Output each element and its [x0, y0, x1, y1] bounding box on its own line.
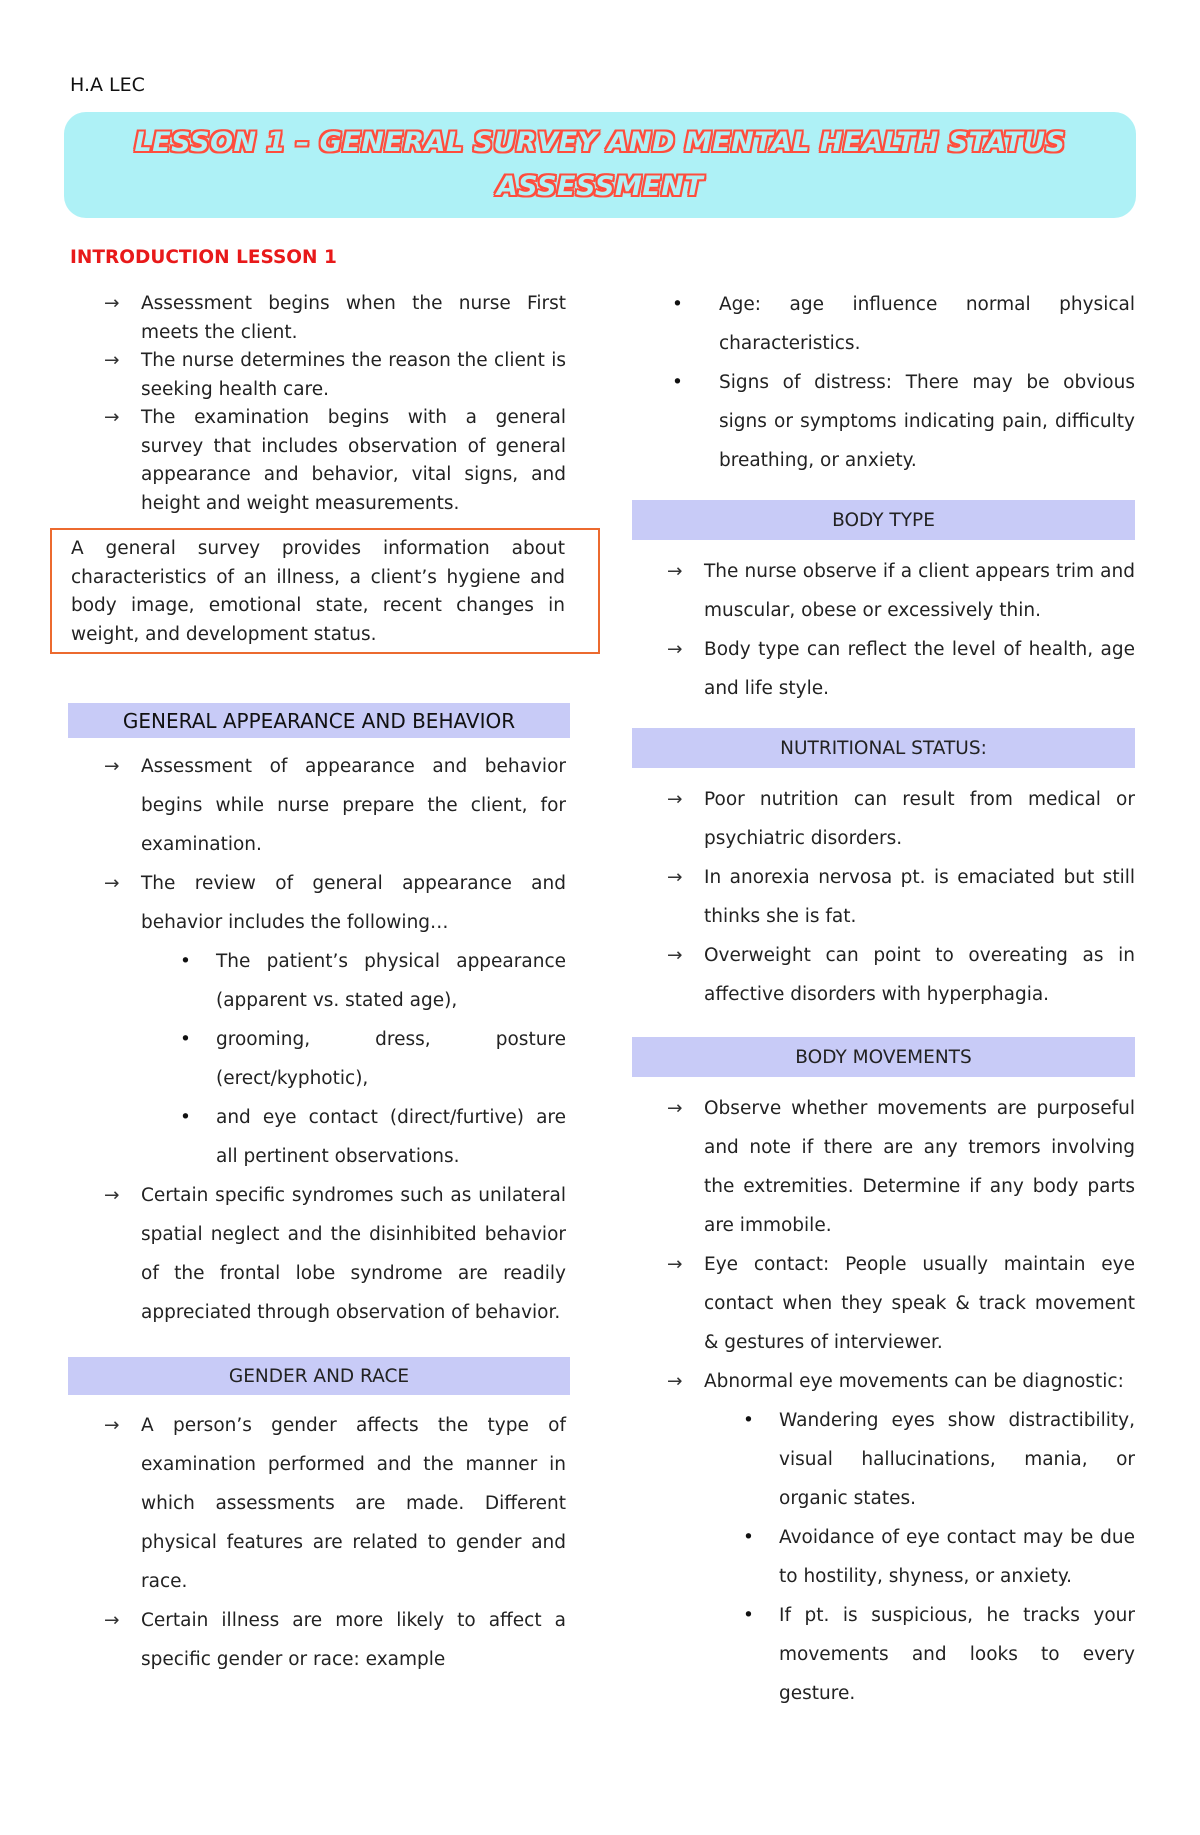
- sub-list-item: [70, 1098, 566, 1176]
- list-item-text: Wandering eyes show distractibility, visual hallucinations, mania, or organic states.: [779, 1410, 1135, 1509]
- section-heading-body-movements: BODY MOVEMENTS: [632, 1037, 1135, 1077]
- bullet-icon: •: [743, 1527, 754, 1548]
- arrow-icon: →: [104, 1610, 120, 1631]
- bullet-icon: •: [180, 1029, 191, 1050]
- lesson-title-line2: ASSESSMENT: [496, 171, 704, 202]
- list-item: [633, 1089, 1135, 1245]
- list-item-text: A person’s gender affects the type of examination performed and the manner in which assessments are made. Different physical features are related to gender and race.: [141, 1415, 566, 1592]
- arrow-icon: →: [104, 350, 120, 371]
- arrow-icon: →: [667, 639, 683, 660]
- sub-list-item: [70, 942, 566, 1020]
- list-item-text: Age: age influence normal physical characteristics.: [719, 294, 1135, 354]
- header-tag: H.A LEC: [70, 74, 145, 96]
- list-item: [633, 285, 1135, 363]
- section-heading-nutritional-status: NUTRITIONAL STATUS:: [632, 728, 1135, 768]
- arrow-icon: →: [667, 1254, 683, 1275]
- list-item-text: The nurse determines the reason the client is seeking health care.: [141, 350, 566, 400]
- list-item: [70, 404, 566, 518]
- sub-list-item: [70, 1020, 566, 1098]
- list-item: [633, 630, 1135, 708]
- section-heading-body-type: BODY TYPE: [632, 500, 1135, 540]
- list-item: [633, 1245, 1135, 1362]
- body-type-list: [633, 552, 1135, 708]
- nutrition-list: [633, 780, 1135, 1014]
- list-item-text: Certain illness are more likely to affect a specific gender or race: example: [141, 1610, 566, 1670]
- list-item-text: Poor nutrition can result from medical or psychiatric disorders.: [704, 789, 1135, 849]
- list-item-text: Body type can reflect the level of health, age and life style.: [704, 639, 1135, 699]
- sub-list-item: [633, 1596, 1135, 1713]
- arrow-icon: →: [104, 293, 120, 314]
- list-item-text: Observe whether movements are purposeful and note if there are any tremors involving the extremities. Determine if any body parts are immobile.: [704, 1098, 1135, 1236]
- list-item: [633, 552, 1135, 630]
- list-item: [633, 780, 1135, 858]
- list-item-text: Certain specific syndromes such as unilateral spatial neglect and the disinhibited behavior of the frontal lobe syndrome are readily appreciated through observation of behavior.: [141, 1185, 566, 1323]
- list-item-text: In anorexia nervosa pt. is emaciated but still thinks she is fat.: [704, 867, 1135, 927]
- section-heading-gender-race: GENDER AND RACE: [68, 1357, 570, 1395]
- list-item-text: grooming, dress, posture (erect/kyphotic),: [216, 1029, 566, 1089]
- bullet-icon: •: [743, 1605, 754, 1626]
- list-item: [70, 1176, 566, 1332]
- list-item: [633, 936, 1135, 1014]
- intro-list: [70, 290, 566, 518]
- intro-heading: INTRODUCTION LESSON 1: [70, 247, 337, 268]
- list-item-text: The examination begins with a general survey that includes observation of general appearance and behavior, vital signs, and height and weight measurements.: [141, 407, 566, 514]
- list-item-text: The patient’s physical appearance (apparent vs. stated age),: [216, 951, 566, 1011]
- distress-list: [633, 285, 1135, 480]
- bullet-icon: •: [180, 951, 191, 972]
- gender-list: [70, 1406, 566, 1679]
- arrow-icon: →: [667, 1098, 683, 1119]
- arrow-icon: →: [104, 1185, 120, 1206]
- list-item-text: Assessment begins when the nurse First meets the client.: [141, 293, 566, 343]
- arrow-icon: →: [104, 756, 120, 777]
- bullet-icon: •: [743, 1410, 754, 1431]
- arrow-icon: →: [104, 873, 120, 894]
- section-heading-appearance: GENERAL APPEARANCE AND BEHAVIOR: [68, 703, 570, 738]
- bullet-icon: •: [180, 1107, 191, 1128]
- movements-list: [633, 1089, 1135, 1713]
- list-item: [70, 747, 566, 864]
- arrow-icon: →: [667, 561, 683, 582]
- general-survey-callout: A general survey provides information about characteristics of an illness, a client’s hygiene and body image, emotional state, recent changes in weight, and development status.: [50, 528, 600, 654]
- list-item-text: The review of general appearance and behavior includes the following…: [141, 873, 566, 933]
- list-item: [70, 347, 566, 404]
- list-item-text: Eye contact: People usually maintain eye contact when they speak & track movement & gestures of interviewer.: [704, 1254, 1135, 1353]
- list-item-text: Abnormal eye movements can be diagnostic:: [704, 1371, 1124, 1392]
- list-item: [70, 290, 566, 347]
- bullet-icon: •: [672, 294, 683, 315]
- lesson-title-line1: LESSON 1 – GENERAL SURVEY AND MENTAL HEALTH STATUS: [134, 127, 1066, 158]
- list-item-text: Avoidance of eye contact may be due to hostility, shyness, or anxiety.: [779, 1527, 1135, 1587]
- arrow-icon: →: [667, 945, 683, 966]
- arrow-icon: →: [667, 789, 683, 810]
- list-item-text: The nurse observe if a client appears trim and muscular, obese or excessively thin.: [704, 561, 1135, 621]
- list-item: [633, 858, 1135, 936]
- sub-list-item: [633, 1401, 1135, 1518]
- list-item: [633, 1362, 1135, 1401]
- arrow-icon: →: [667, 867, 683, 888]
- list-item: [70, 1601, 566, 1679]
- arrow-icon: →: [104, 1415, 120, 1436]
- list-item-text: Signs of distress: There may be obvious signs or symptoms indicating pain, difficulty breathing, or anxiety.: [719, 372, 1135, 471]
- list-item-text: Assessment of appearance and behavior begins while nurse prepare the client, for examination.: [141, 756, 566, 855]
- arrow-icon: →: [667, 1371, 683, 1392]
- arrow-icon: →: [104, 407, 120, 428]
- list-item-text: and eye contact (direct/furtive) are all pertinent observations.: [216, 1107, 566, 1167]
- list-item-text: If pt. is suspicious, he tracks your movements and looks to every gesture.: [779, 1605, 1135, 1704]
- appearance-list: [70, 747, 566, 1332]
- list-item-text: Overweight can point to overeating as in affective disorders with hyperphagia.: [704, 945, 1135, 1005]
- list-item: [70, 864, 566, 942]
- bullet-icon: •: [672, 372, 683, 393]
- lesson-title-banner: [64, 112, 1136, 218]
- list-item: [633, 363, 1135, 480]
- list-item: [70, 1406, 566, 1601]
- lesson-title: [135, 121, 1066, 209]
- sub-list-item: [633, 1518, 1135, 1596]
